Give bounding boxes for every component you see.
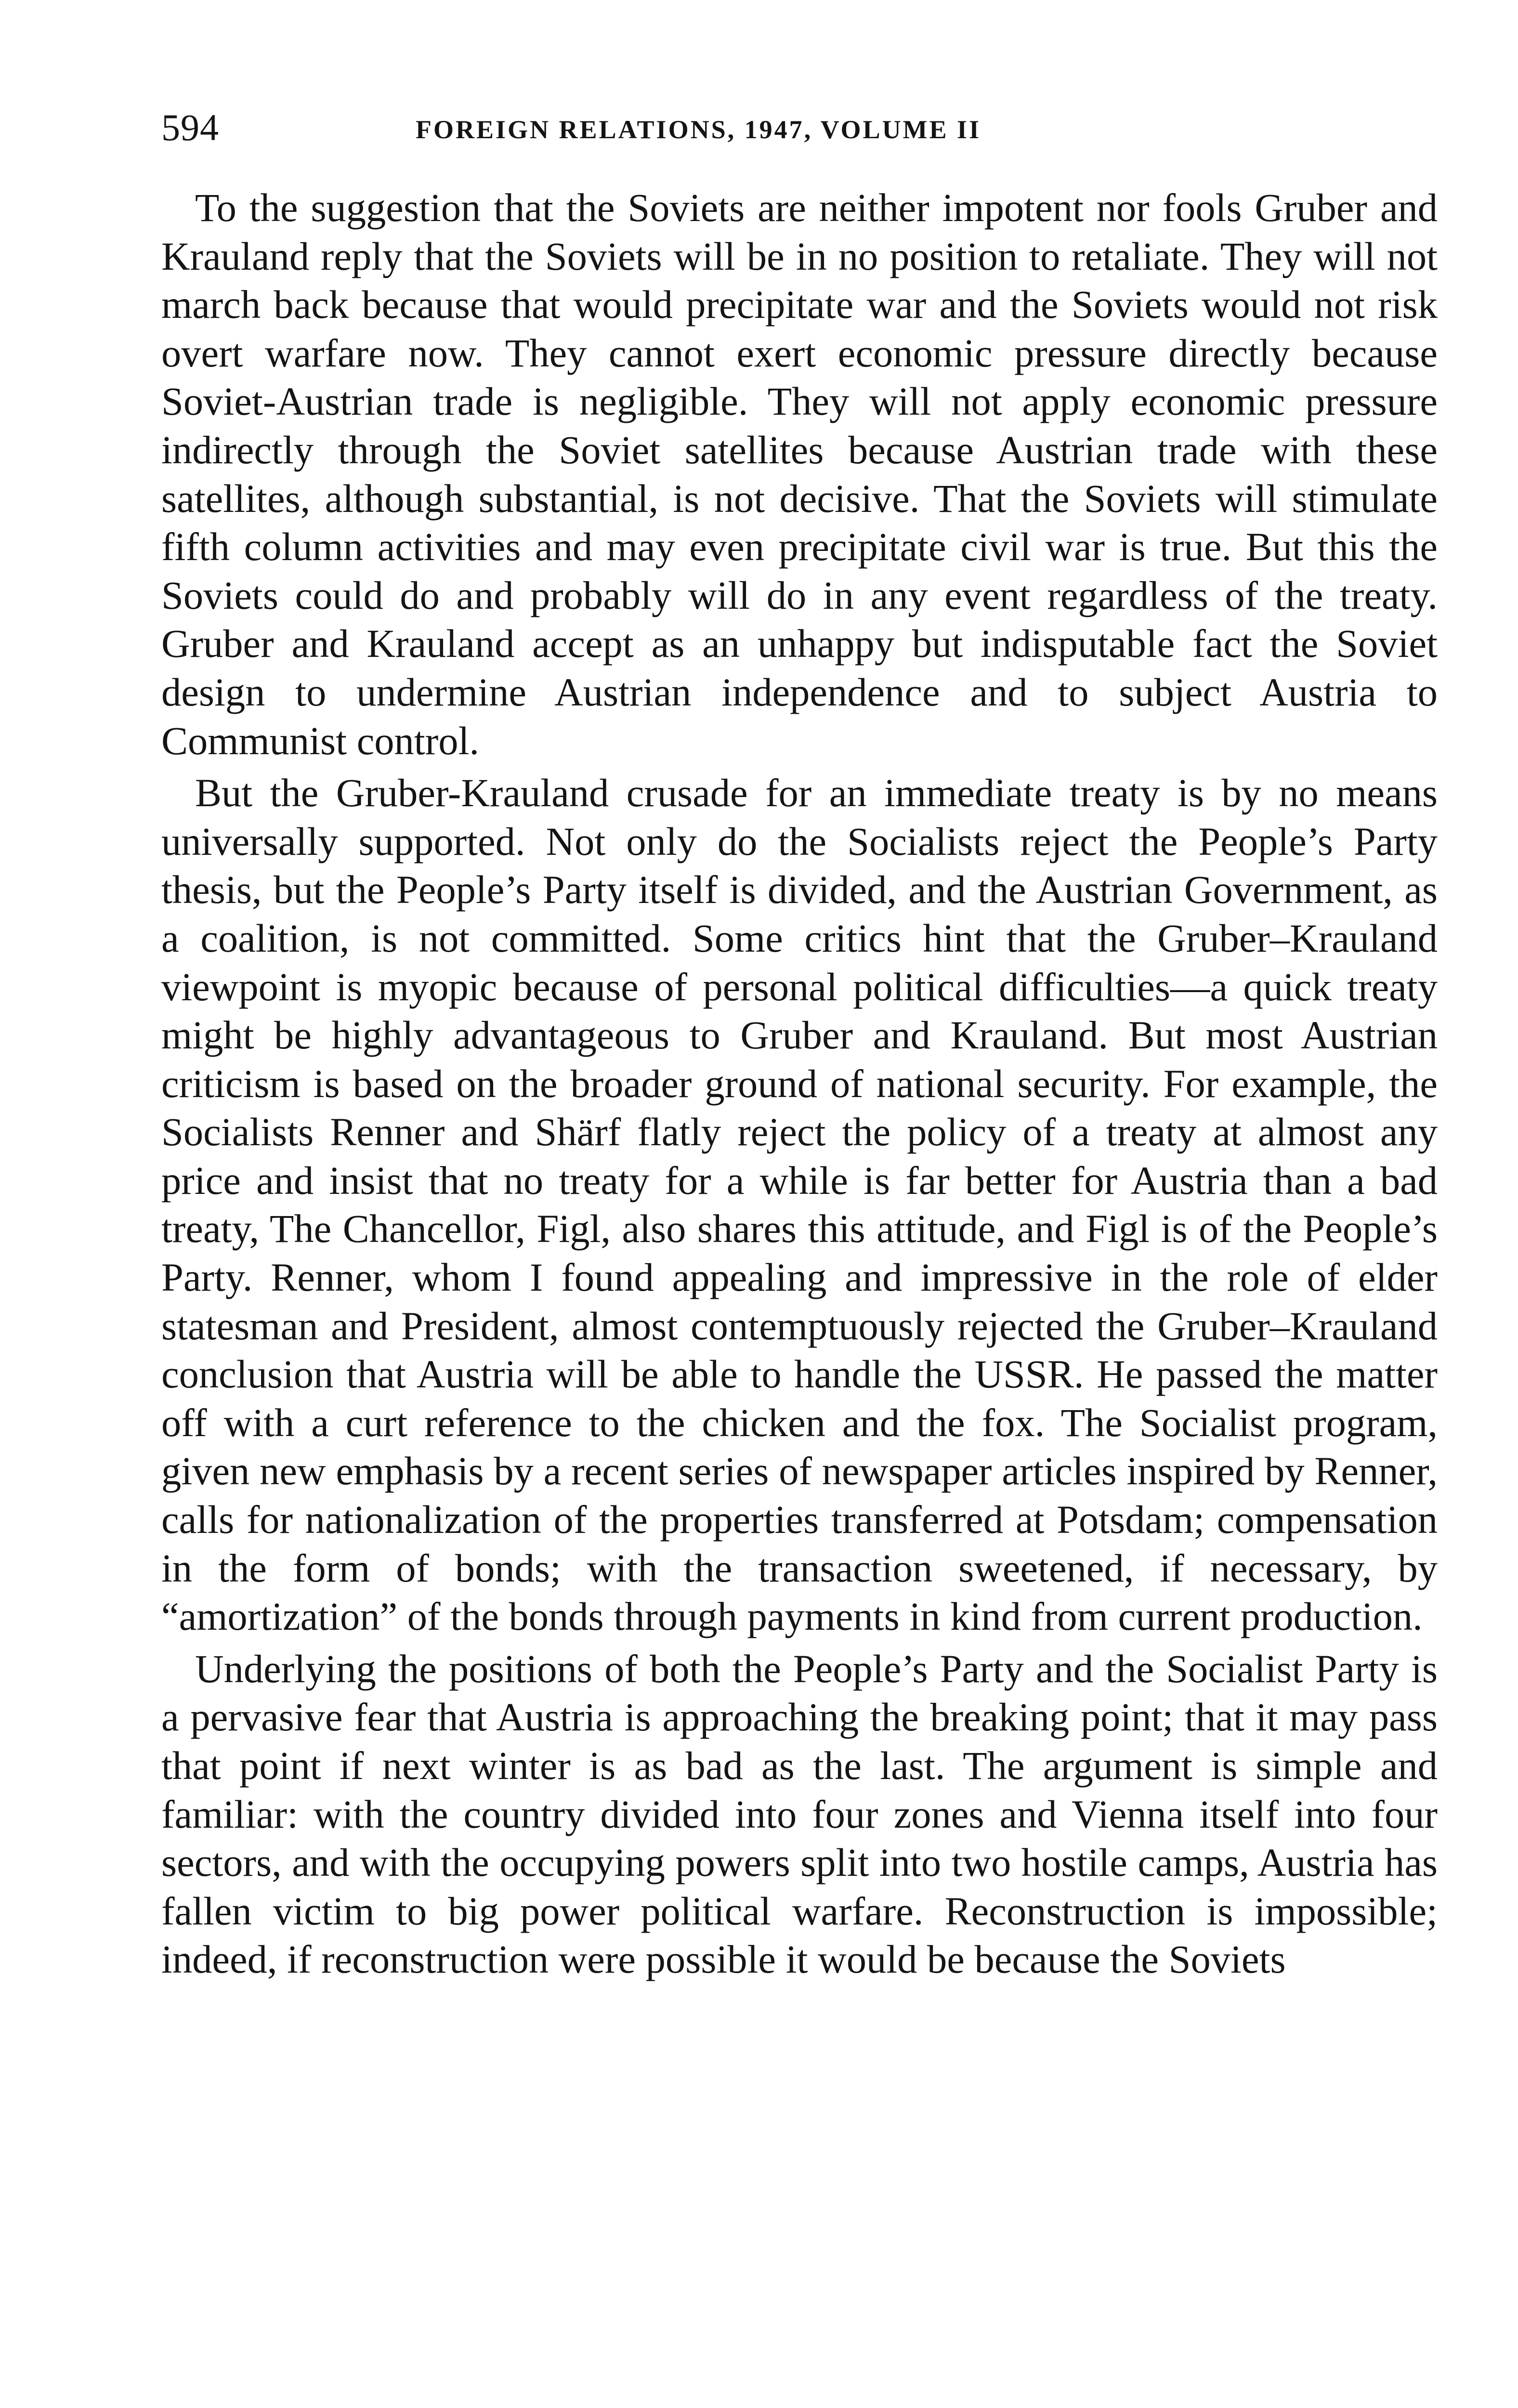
paragraph-soviet-retaliation: To the suggestion that the Soviets are neither impotent nor fools Gruber and Krauland reply that the Soviets will be in no position to retaliate. They will not march back because that would precipitate war and the Soviets would not risk overt warfare now. They cannot exert economic pressure directly because Soviet-Austrian trade is negligible. They will not apply economic pressure indirectly through the Soviet satellites because Austrian trade with these satellites, although substantial, is not decisive. That the Soviets will stimulate fifth column activities and may even precipitate civil war is true. But this the Soviets could do and probably will do in any event regardless of the treaty. Gruber and Krauland accept as an unhappy but indisputable fact the Soviet design to undermine Austrian independence and to subject Austria to Communist control. [161, 185, 1438, 763]
page-number: 594 [161, 106, 219, 148]
body-text [161, 183, 1438, 1984]
page-header [161, 104, 1438, 166]
paragraph-treaty-criticism: But the Gruber-Krauland crusade for an immediate treaty is by no means universally supported. Not only do the Socialists reject the People’s Party thesis, but the People’s Party itself is divided, and the Austrian Government, as a coalition, is not committed. Some critics hint that the Gruber–Krauland viewpoint is myopic because of personal political difficulties—a quick treaty might be highly advantageous to Gruber and Krauland. But most Austrian criticism is based on the broader ground of national security. For example, the Socialists Renner and Shärf flatly reject the policy of a treaty at almost any price and insist that no treaty for a while is far better for Austria than a bad treaty, The Chancellor, Figl, also shares this attitude, and Figl is of the People’s Party. Renner, whom I found appealing and impressive in the role of elder statesman and President, almost contemptuously rejected the Gruber–Krauland conclusion that Austria will be able to handle the USSR. He passed the matter off with a curt reference to the chicken and the fox. The Socialist program, given new emphasis by a recent series of newspaper articles inspired by Renner, calls for nationalization of the properties transferred at Potsdam; compensation in the form of bonds; with the transaction sweetened, if necessary, by “amortization” of the bonds through payments in kind from current production. [161, 771, 1438, 1639]
running-head: FOREIGN RELATIONS, 1947, VOLUME II [416, 115, 981, 144]
paragraph-breaking-point: Underlying the positions of both the People’s Party and the Socialist Party is a pervasive fear that Austria is approaching the breaking point; that it may pass that point if next winter is as bad as the last. The argument is simple and familiar: with the country divided into four zones and Vienna itself into four sectors, and with the occupying powers split into two hostile camps, Austria has fallen victim to big power political warfare. Reconstruction is impossible; indeed, if reconstruction were possible it would be because the Soviets [161, 1646, 1438, 1982]
document-page [161, 104, 1438, 1984]
